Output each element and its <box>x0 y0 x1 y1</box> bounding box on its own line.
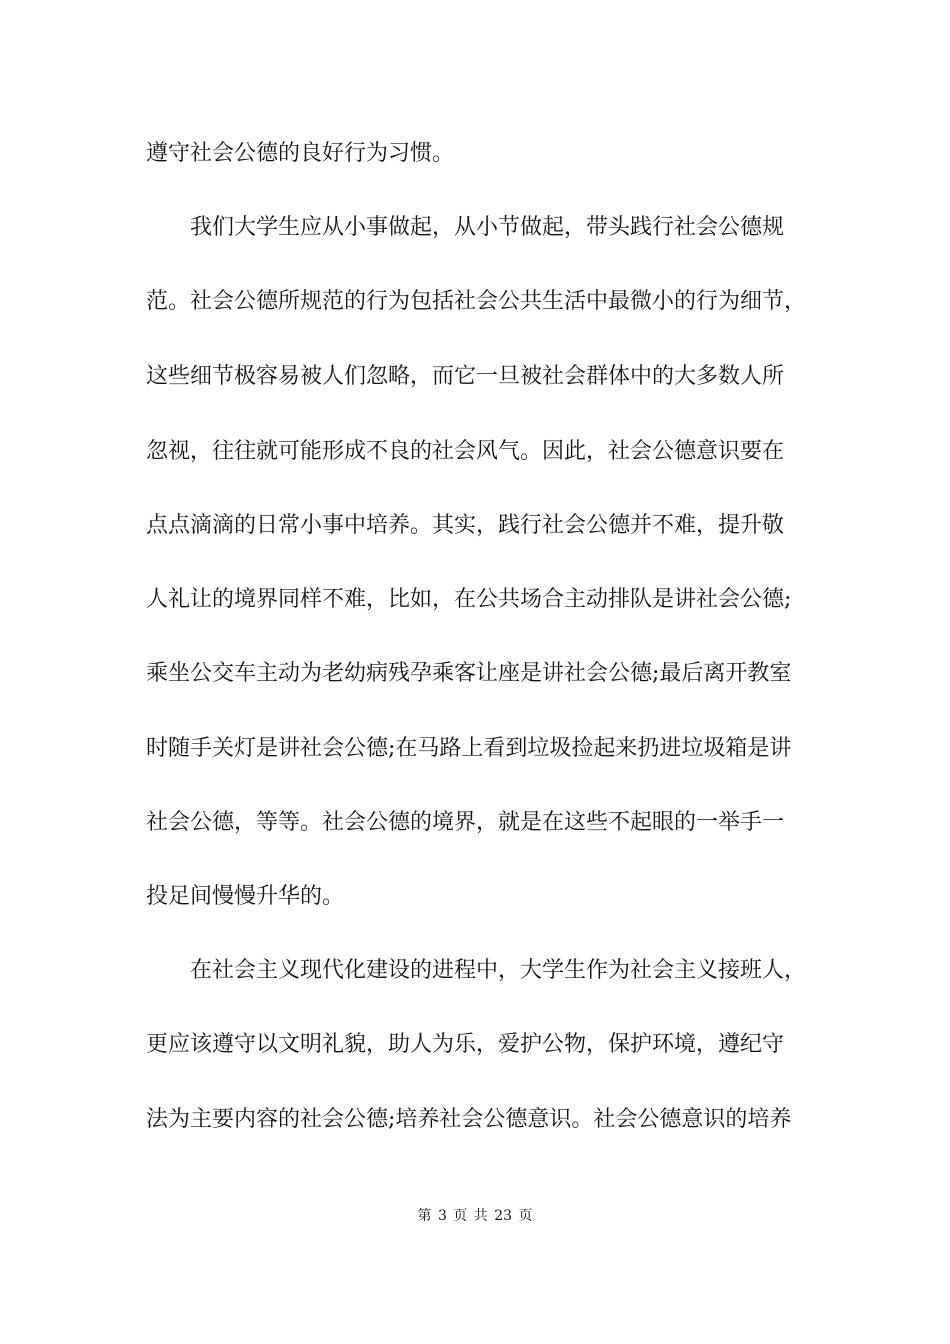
body-line-11: 投足间慢慢升华的。 <box>146 884 345 909</box>
body-line-3: 范。社会公德所规范的行为包括社会公共生活中最微小的行为细节， <box>146 289 807 314</box>
body-line-6: 点点滴滴的日常小事中培养。其实，践行社会公德并不难，提升敬 <box>146 513 785 538</box>
body-line-10: 社会公德，等等。社会公德的境界，就是在这些不起眼的一举手一 <box>146 810 785 835</box>
body-line-7: 人礼让的境界同样不难，比如，在公共场合主动排队是讲社会公德; <box>146 587 792 612</box>
body-line-9: 时随手关灯是讲社会公德;在马路上看到垃圾捡起来扔进垃圾箱是讲 <box>146 736 792 761</box>
page-number-footer: 第 3 页 共 23 页 <box>417 1208 533 1224</box>
body-line-14: 法为主要内容的社会公德;培养社会公德意识。社会公德意识的培养 <box>146 1107 792 1132</box>
body-line-1: 遵守社会公德的良好行为习惯。 <box>146 141 455 166</box>
body-line-2: 我们大学生应从小事做起，从小节做起，带头践行社会公德规 <box>190 215 785 240</box>
body-line-12: 在社会主义现代化建设的进程中，大学生作为社会主义接班人， <box>190 958 807 983</box>
body-line-4: 这些细节极容易被人们忽略，而它一旦被社会群体中的大多数人所 <box>146 364 785 389</box>
body-line-8: 乘坐公交车主动为老幼病残孕乘客让座是讲社会公德;最后离开教室 <box>146 661 792 686</box>
body-line-13: 更应该遵守以文明礼貌，助人为乐，爱护公物，保护环境，遵纪守 <box>146 1032 785 1057</box>
body-line-5: 忽视，往往就可能形成不良的社会风气。因此，社会公德意识要在 <box>146 439 785 464</box>
